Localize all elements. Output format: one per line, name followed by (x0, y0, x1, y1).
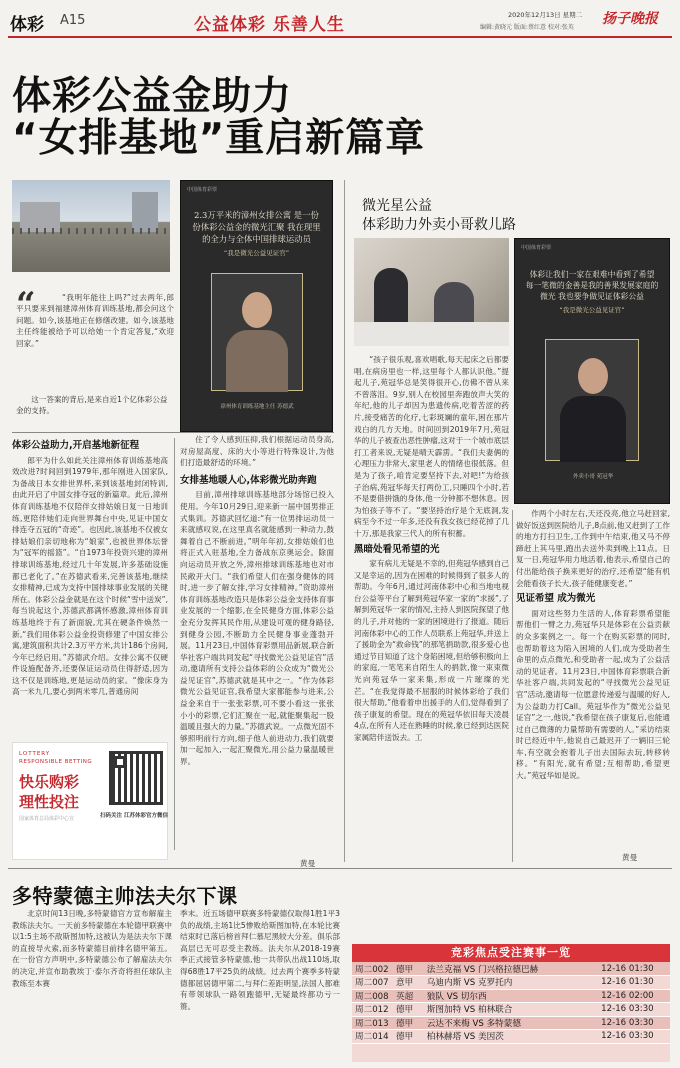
league-name: 德甲 (393, 1003, 424, 1017)
hospital-photo (354, 238, 509, 346)
portrait-head (578, 358, 608, 394)
schedule-table (352, 962, 670, 1044)
subheading-1: 体彩公益助力,开启基地新征程 (12, 440, 140, 451)
poster-title: 2.3万平米的漳州女排公寓 是一份份体彩公益金的微光汇聚 我在现里的全力与全体中国排球运动员 (192, 210, 321, 244)
header-rule (8, 36, 672, 38)
poster-caption: 漳州体育训练基地主任 苏德武 (220, 404, 294, 410)
side-col-1 (354, 354, 509, 862)
poster-slogan: “我是微光公益见证官” (559, 306, 625, 314)
football-col-1 (12, 908, 172, 1060)
rule-football-top (8, 868, 672, 869)
kickoff-time: 12-16 03:30 (598, 1030, 670, 1044)
match-id: 周二007 (352, 976, 393, 990)
lottery-slogan-2: 理性投注 (19, 793, 80, 811)
match-id: 周二014 (352, 1030, 393, 1044)
main-col-1 (12, 438, 168, 738)
quote-mark: “ (16, 285, 36, 325)
subheading-hope: 见证希望 成为微光 (516, 593, 596, 605)
section-divider (344, 180, 345, 862)
league-name: 意甲 (393, 976, 424, 990)
football-col-2 (180, 908, 340, 1060)
portrait-body (226, 330, 288, 392)
side-byline: 黄曼 (622, 853, 638, 862)
match-teams: 云达不来梅 VS 多特蒙德 (424, 1016, 598, 1030)
quote-text: “我明年能往上吗?”过去两年,郎平只要来到福建漳州体育训练基地,都会问这个问题。如今,该基地正在修缮改建。如今,该基地主任终能被给予可以给她一个肯定答复,“欢迎回家。” (16, 293, 174, 348)
poster-title: 体彩让我们一家在艰难中看到了希望 每一笔微的金善是我的善果发展家庭的微光 我也要争做见证体彩公益 (525, 270, 659, 301)
slogan: 公益体彩 乐善人生 (194, 15, 345, 35)
lottery-ad (12, 742, 168, 860)
match-teams: 柏林赫塔 VS 美因茨 (424, 1030, 598, 1044)
brand-logo: 扬子晚报 (602, 11, 658, 27)
portrait-head (242, 292, 272, 328)
column-divider (512, 510, 513, 862)
side-col-2 (516, 508, 670, 854)
league-name: 德甲 (393, 1030, 424, 1044)
portrait-body (560, 396, 626, 462)
schedule-row (352, 962, 670, 976)
paragraph: 面对这些努力生活的人,体育彩票希望能帮他们一臂之力,苑冠华只是体彩在公益贡献的众多案例之一。每一个在购买彩票的同时,也帮助着这为陷入困境的人们,成为受助者生命里的点点微光,和受助者一起,成为了公益活动的见证者。11月23日,中国体育彩票联合新华社客户端,共同发起的“寻找微光公益见证官”活动,邀请每一位愿意传递爱与温暖的好人,为公益助力打Call。苑冠华作为“微光公益见证官”之一,他说,“我希望在孩子康复后,也能通过自己微薄的力量帮助有需要的人。”采访结束时已经近中午,他说自己最迟开了一辆旧三轮车,有空就会抱着儿子出去国际去玩,转移转移。“有阳光,就有希望;互相帮助,希望更大。”苑冠华如是说。 (516, 608, 670, 781)
subheading-dark: 黑暗处看见希望的光 (354, 543, 440, 555)
page-number: A15 (60, 13, 86, 28)
poster-witness-yuan (514, 238, 670, 504)
poster-logo: 中国体育彩票 (187, 187, 218, 193)
football-headline: 多特蒙德主帅法夫尔下课 (12, 884, 238, 908)
league-name: 英超 (393, 989, 424, 1003)
bed-shape (354, 322, 509, 346)
building-shape (132, 192, 158, 232)
lottery-en: RESPONSIBLE BETTING (19, 759, 93, 765)
paragraph: 住了令人感到压抑,我们根据运动员身高,对房屋高度、床的大小等进行特殊设计,为他们打造最舒适的环境。” (180, 435, 334, 468)
editor-line: 编辑:黄晓元 版面:蔡红意 校对:张英 (480, 24, 574, 31)
schedule-row (352, 1016, 670, 1030)
match-teams: 狼队 VS 切尔西 (424, 989, 598, 1003)
main-byline: 黄曼 (300, 859, 316, 868)
league-name: 德甲 (393, 962, 424, 976)
qr-caption: 扫码关注 江苏体彩官方微信 (100, 813, 168, 819)
paragraph: “孩子很乐观,喜欢唱歌,每天起床之后都要唱,在病房里也一样,这里每个人都认识他。”提起儿子,苑冠华总是笑得很开心,仿佛不曾从来不曾落泪。9岁,别人在校园里奔跑放声大笑的年纪,他的儿子却因为患遗传病,吃着苦涩的药片,接受痛苦的化疗,七彩斑斓的童年,困在那片戏白的几方天地。时间回到2019年7月,苑冠华的儿子被查出恶性肿瘤,这对于一个城市底层打工者来说,无疑是晴天霹雳。“我们夫妻俩的心理压力非常大,家里老人的情绪也很低落。但是为了孩子,咱肯定要坚持下去,对吧!”为给孩子治病,苑冠华每天打两份工,只睡四个小时,若不是要借拼饿的身体,他一分钟都不想休息。因为怕孩子等不了。“要坚持治疗是个无底洞,发病至今不过一年多,还没有我女孩已经花掉了几十万,那是我家三代人的所有积蓄。 (354, 355, 509, 538)
portrait-frame (545, 339, 639, 461)
main-headline-line-1: 体彩公益金助力 (12, 74, 293, 119)
league-name: 德甲 (393, 1016, 424, 1030)
schedule-row (352, 1030, 670, 1044)
poster-slogan: “我是微光公益见证官” (223, 249, 290, 257)
schedule-row (352, 989, 670, 1003)
kickoff-time: 12-16 03:30 (598, 1003, 670, 1017)
fence-shape (12, 228, 170, 234)
match-teams: 乌迪内斯 VS 克罗托内 (424, 976, 598, 990)
main-col-2 (180, 434, 334, 866)
paragraph: 家有病儿无疑是不幸的,但苑冠华感到自己又是幸运的,因为在困难的时候得到了很多人的帮助。今年6月,通过河南体彩中心和当地电视台公益等平台了解到苑冠华家一家的“求援”,了解到苑冠华一家的情况,主持人到医院探望了他的儿子,并对他的一家的困境进行了报道。随后河南体彩中心的工作人员联系上苑冠华,并送上了援助金为“救命钱”的那笔捐助款,很多爱心也通过节目知道了这个身陷困境,但给够积极向上的家庭,一笔笔来自陌生人的捐款,像一束束微光向苑冠华一家来集,形成一片璀璨的光芒。“在我觉得最不屈服的时候体彩给了我们很大帮助,”他看着申出援手的人们,觉得看到了孩子康复的希望。现在的苑冠华依旧每天凌晨4点,在所有人还在熟睡的时候,象已经到达医院家属陪伴送饭去。工 (354, 559, 509, 742)
schedule-box (352, 944, 670, 1062)
stadium-photo (12, 180, 170, 272)
match-teams: 法兰克福 VS 门兴格拉德巴赫 (424, 962, 598, 976)
kickoff-time: 12-16 02:00 (598, 989, 670, 1003)
paragraph: 郎平为什么如此关注漳州体育训练基地高效改进?时间回到1979年,那年刚进入国家队,为备战日本女排世界杯,来到该基地封闭特训,由此开启了中国女排夺冠的新篇章。此后,漳州体育训练基地不仅陪伴女排姑娘日复一日地训练,更陪伴她们走向世界舞台中央,见证中国女排连夺五冠的“奇迹”。也因此,该基地不仅被女排姑娘们亲切地称为“娘家”,也被世界体坛誉为“冠军的摇篮”。“自1973年投资兴建的漳州排球训练基地,经过几十年发展,许多基础设施都已老化了。”在苏德武看来,完善该基地,继续女排精神,已成为支持中国排球事业发展的关键所在。体彩公益金就是在这个时候“雪中送炭”,每当说起这个,苏德武都满怀感激,漳州体育训练基地终于有了新面貌,尤其在硬条件焕然一新,“我们用体彩公益金投资修建了中国女排公寓,建筑面积共计2.3万平方米,共计186个房间,今年已经启用。”苏德武介绍。女排公寓不仅硬件设施配备齐,还要保证运动员住得舒适,因为这不仅是训练地,更是运动员的家。“像床身为高一米九几,要心到两米零几,普通房间 (12, 455, 168, 697)
paragraph: 季末。近五场德甲联赛多特蒙德仅取得1胜1平3负的战绩,主场1比5惨败给斯图加特,在本轮比赛结束时已落后榜首拜仁慕尼黑较大分差。俱乐部高层已无可忍受主教练。法夫尔从2018-19赛季正式接管多特蒙德,他一共带队出战110场,取得68胜17平25负的战绩。过去两个赛季多特蒙德都屈居德甲第二,与拜仁差距明显,法国人都难有带领球队一路领跑德甲,无疑最终都功亏一篑。 (180, 909, 340, 1011)
subheading-2: 女排基地暖人心,体彩微光助奔跑 (180, 474, 317, 486)
side-headline-2: 体彩助力外卖小哥救儿路 (362, 217, 516, 233)
lottery-footer: 国家体育总局体彩中心宣 (19, 816, 75, 822)
main-headline-line-2: “女排基地”重启新篇章 (12, 116, 426, 161)
kickoff-time: 12-16 01:30 (598, 976, 670, 990)
match-id: 周二013 (352, 1016, 393, 1030)
poster-logo: 中国体育彩票 (521, 245, 552, 251)
kickoff-time: 12-16 01:30 (598, 962, 670, 976)
match-id: 周二002 (352, 962, 393, 976)
schedule-row (352, 1003, 670, 1017)
side-headline-1: 微光星公益 (362, 198, 432, 214)
paragraph: 北京时间13日晚,多特蒙德官方宣布解雇主教练法夫尔。一天前多特蒙德在本轮德甲联赛中以1:5主场不敌斯图加特,这被认为是法夫尔下课的直接导火索,而多特蒙德目前排名德甲第五。在一份官方声明中,多特蒙德公布了解雇法夫尔的决定,并宣布助教埃丁·泰尔齐奇将担任球队主教练至本赛 (12, 909, 172, 988)
paragraph: 作两个小时左右,天还没亮,他立马赶回家,做好饭送到医院给儿子,8点前,他又赶到了工作的地方打扫卫生,工作到中午结束,他又马不停蹄赶上其马里,跑出去送外卖到晚上11点。日复一日,苑冠华用力地活着,他表示,希望自己的付出能给孩子换来更好的治疗,还希望“能有机会能看孩子长大,孩子能健康变老。” (516, 509, 670, 588)
portrait-frame (211, 273, 303, 391)
page-header (0, 0, 680, 40)
schedule-title: 竞彩焦点受注赛事一览 (352, 944, 670, 962)
qr-code (109, 751, 163, 805)
match-teams: 斯图加特 VS 柏林联合 (424, 1003, 598, 1017)
match-id: 周二012 (352, 1003, 393, 1017)
kickoff-time: 12-16 03:30 (598, 1016, 670, 1030)
column-divider (174, 438, 175, 850)
match-id: 周二008 (352, 989, 393, 1003)
section-name: 体彩 (10, 15, 44, 35)
schedule-row (352, 976, 670, 990)
rule-main-bottom (12, 432, 334, 433)
paragraph: 目前,漳州排球训练基地部分场馆已投入使用。今年10月29日,迎来新一届中国男排正式集训。苏德武回忆道:“有一位男排运动员一来就感叹说,在这里真名就能感到一种动力,鼓舞着自己不断前进。”明年年初,女排姑娘们也将正式入驻基地,全力备战东京奥运会。除面向运动员开放之外,漳州排球训练基地也对市民敞开大门。“我们希望人们在强身健体的同时,进一步了解女排,学习女排精神。”资助漳州体育训练基地改造只是体彩公益金支持体育事业发展的一个缩影,在全民健身方面,体彩公益金充分发挥其民作用,从建设可观的健身路径,到健身公园,不断助力全民健身事业蓬勃开展。11月23日,中国体育彩票用品新展,联合新华社客户端共同发起“寻找微光公益见证官”活动,邀请所有支持公益体彩的公众成为“微光公益见证官”,苏德武就是其中之一。“作为体彩微光公益见证官,我希望大家都能参与进来,公益金来自于一张张彩票,可不要小看这一张张小小的彩票,它们汇聚在一起,就能聚集起一股温暖且强大的力量。”苏德武说。一点微光固不够照明前行方向,细子他人前进动力,我们就要加一起加入,一起汇聚微光,用公益力量温暖世界。 (180, 490, 334, 767)
qr-finder (114, 756, 126, 768)
lottery-slogan-1: 快乐购彩 (19, 773, 80, 791)
poster-caption: 外卖小哥 苑冠华 (572, 474, 614, 480)
date-line: 2020年12月13日 星期二 (508, 11, 583, 19)
quote-end: 这一答案的背后,是来自近1个亿体彩公益金的支持。 (16, 395, 168, 416)
poster-witness-su (180, 180, 333, 432)
lottery-label: LOTTERY (19, 751, 51, 757)
